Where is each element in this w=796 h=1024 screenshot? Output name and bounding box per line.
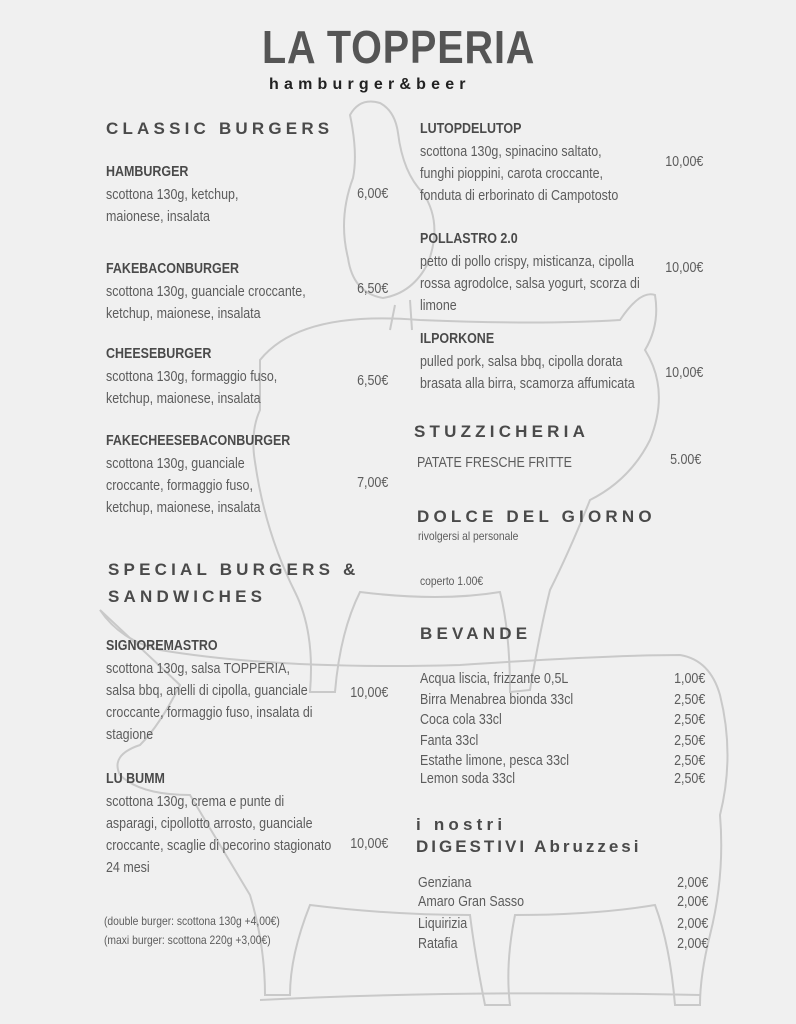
item-name-text: FAKEBACONBURGER: [106, 261, 240, 277]
item-name-text: CHEESEBURGER: [106, 346, 212, 362]
list-item-price: [669, 668, 705, 690]
list-item-name-text: Estathe limone, pesca 33cl: [420, 753, 570, 769]
item-description-line: [106, 303, 286, 325]
item-description-line: [420, 185, 651, 207]
item-description-line: [106, 184, 260, 206]
list-item-price: [669, 689, 705, 711]
item-name-text: POLLASTRO 2.0: [420, 231, 518, 247]
item-description-text: scottona 130g, formaggio fuso,: [106, 369, 278, 385]
list-item-name-text: Liquirizia: [418, 916, 468, 932]
item-description-line: [420, 295, 463, 317]
item-name: [106, 261, 261, 277]
item-price: [352, 186, 388, 202]
item-name-text: HAMBURGER: [106, 164, 189, 180]
item-description-line: [106, 453, 267, 475]
list-item-name: [418, 913, 475, 935]
item-description-line: [106, 680, 341, 702]
list-item-name-text: Lemon soda 33cl: [420, 771, 515, 787]
list-item-price: [672, 913, 708, 935]
item-name-text: LU BUMM: [106, 771, 165, 787]
item-description-text: 24 mesi: [106, 860, 150, 876]
item-description-text: rossa agrodolce, salsa yogurt, scorza di: [420, 276, 640, 292]
item-description-text: brasata alla birra, scamorza affumicata: [420, 376, 635, 392]
item-description-text: ketchup, maionese, insalata: [106, 391, 261, 407]
item-description-line: [106, 813, 346, 835]
item-description-line: [106, 791, 313, 813]
list-item-price-text: 1,00€: [673, 671, 705, 687]
section-title-special-line1: SPECIAL BURGERS &: [108, 560, 360, 579]
item-description-line: [420, 273, 676, 295]
section-title-classic-burgers: CLASSIC BURGERS: [106, 119, 334, 138]
item-price-patate: 5.00€: [669, 452, 701, 468]
item-description-text: ketchup, maionese, insalata: [106, 500, 261, 516]
item-description-line: [420, 163, 633, 185]
item-price-text: 6,50€: [356, 281, 388, 297]
item-name: [420, 121, 538, 137]
coperto-note: coperto 1.00€: [420, 574, 484, 588]
item-name: [106, 638, 236, 654]
note-double-burger: (double burger: scottona 130g +4,00€): [104, 914, 280, 928]
item-price: [344, 836, 388, 852]
item-price: [344, 685, 388, 701]
section-title-digestivi-line1: i nostri: [416, 815, 507, 834]
list-item-name: [420, 689, 598, 711]
list-item-price-text: 2,00€: [676, 875, 708, 891]
item-description-text: limone: [420, 298, 457, 314]
item-description-text: maionese, insalata: [106, 209, 210, 225]
item-description-text: ketchup, maionese, insalata: [106, 306, 261, 322]
item-description-text: croccante, scaglie di pecorino stagionato: [106, 838, 332, 854]
item-name-text: FAKECHEESEBACONBURGER: [106, 433, 291, 449]
list-item-name: [420, 668, 592, 690]
item-name-text: ILPORKONE: [420, 331, 495, 347]
item-description-text: croccante, formaggio fuso,: [106, 478, 253, 494]
dolce-note: rivolgersi al personale: [418, 529, 519, 543]
list-item-name-text: Acqua liscia, frizzante 0,5L: [420, 671, 569, 687]
restaurant-subtitle: hamburger&beer: [269, 76, 471, 93]
list-item-name: [420, 709, 515, 731]
item-price-text: 6,00€: [356, 186, 388, 202]
list-item-price-text: 2,50€: [673, 692, 705, 708]
list-item-name-text: Genziana: [418, 875, 472, 891]
list-item-price: [669, 730, 705, 752]
item-description-text: scottona 130g, guanciale: [106, 456, 245, 472]
section-title-dolce: DOLCE DEL GIORNO: [417, 507, 656, 526]
item-name: [420, 331, 506, 347]
item-price-text: 6,50€: [356, 373, 388, 389]
list-item-price: [669, 709, 705, 731]
section-title-digestivi-line2: DIGESTIVI Abruzzesi: [416, 837, 642, 856]
list-item-price-text: 2,00€: [676, 916, 708, 932]
list-item-name: [420, 730, 488, 752]
item-description-line: [106, 281, 338, 303]
list-item-price-text: 2,00€: [676, 894, 708, 910]
item-description-line: [420, 141, 631, 163]
list-item-price-text: 2,50€: [673, 771, 705, 787]
item-price: [352, 281, 388, 297]
list-item-name-text: Amaro Gran Sasso: [418, 894, 525, 910]
list-item-price: [669, 768, 705, 790]
item-price-text: 7,00€: [356, 475, 388, 491]
item-description-line: [106, 206, 227, 228]
item-price-text: 10,00€: [349, 836, 388, 852]
item-description-line: [106, 475, 277, 497]
item-description-text: funghi pioppini, carota croccante,: [420, 166, 604, 182]
list-item-name: [418, 891, 541, 913]
item-description-line: [420, 251, 669, 273]
item-price: [352, 373, 388, 389]
item-description-text: stagione: [106, 727, 154, 743]
list-item-name: [420, 768, 530, 790]
item-price: [659, 365, 703, 381]
item-description-line: [106, 724, 161, 746]
item-description-text: scottona 130g, guanciale croccante,: [106, 284, 306, 300]
item-price: [659, 260, 703, 276]
item-description-line: [106, 835, 368, 857]
item-description-line: [106, 658, 320, 680]
list-item-name-text: Coca cola 33cl: [420, 712, 502, 728]
item-name: [106, 164, 202, 180]
item-description-line: [106, 366, 305, 388]
list-item-price: [672, 891, 708, 913]
restaurant-title: LA TOPPERIA: [262, 21, 536, 73]
item-price-text: 10,00€: [664, 260, 703, 276]
list-item-name-text: Ratafia: [418, 936, 458, 952]
item-name: [106, 433, 320, 449]
item-name: [106, 771, 174, 787]
section-title-bevande: BEVANDE: [420, 624, 532, 643]
list-item-price: [672, 933, 708, 955]
section-title-stuzzicheria: STUZZICHERIA: [414, 422, 590, 441]
item-name-patate: PATATE FRESCHE FRITTE: [417, 455, 572, 471]
item-description-text: salsa bbq, anelli di cipolla, guanciale: [106, 683, 308, 699]
item-name: [420, 231, 534, 247]
item-description-line: [106, 388, 286, 410]
list-item-price-text: 2,00€: [676, 936, 708, 952]
item-price: [352, 475, 388, 491]
item-description-text: scottona 130g, spinacino saltato,: [420, 144, 602, 160]
list-item-name-text: Birra Menabrea bionda 33cl: [420, 692, 574, 708]
item-description-text: petto di pollo crispy, misticanza, cipolla: [420, 254, 634, 270]
list-item-price-text: 2,50€: [673, 733, 705, 749]
item-description-line: [420, 373, 670, 395]
list-item-price-text: 2,50€: [673, 712, 705, 728]
item-description-text: fonduta di erborinato di Campotosto: [420, 188, 619, 204]
item-description-text: scottona 130g, salsa TOPPERIA,: [106, 661, 290, 677]
list-item-name-text: Fanta 33cl: [420, 733, 479, 749]
item-name-text: SIGNOREMASTRO: [106, 638, 218, 654]
item-description-text: croccante, formaggio fuso, insalata di: [106, 705, 313, 721]
item-description-text: asparagi, cipollotto arrosto, guanciale: [106, 816, 313, 832]
item-price-text: 10,00€: [349, 685, 388, 701]
item-price-text: 10,00€: [664, 365, 703, 381]
item-price: [659, 154, 703, 170]
note-maxi-burger: (maxi burger: scottona 220g +3,00€): [104, 933, 271, 947]
item-price-text: 10,00€: [664, 154, 703, 170]
list-item-name: [418, 933, 464, 955]
item-description-text: scottona 130g, crema e punte di: [106, 794, 285, 810]
item-description-text: scottona 130g, ketchup,: [106, 187, 239, 203]
list-item-price-text: 2,50€: [673, 753, 705, 769]
item-name-text: LUTOPDELUTOP: [420, 121, 522, 137]
item-description-text: pulled pork, salsa bbq, cipolla dorata: [420, 354, 623, 370]
section-title-special-line2: SANDWICHES: [108, 587, 267, 606]
item-description-line: [106, 857, 157, 879]
item-description-line: [106, 702, 346, 724]
item-name: [106, 346, 228, 362]
item-description-line: [420, 351, 655, 373]
item-description-line: [106, 497, 286, 519]
